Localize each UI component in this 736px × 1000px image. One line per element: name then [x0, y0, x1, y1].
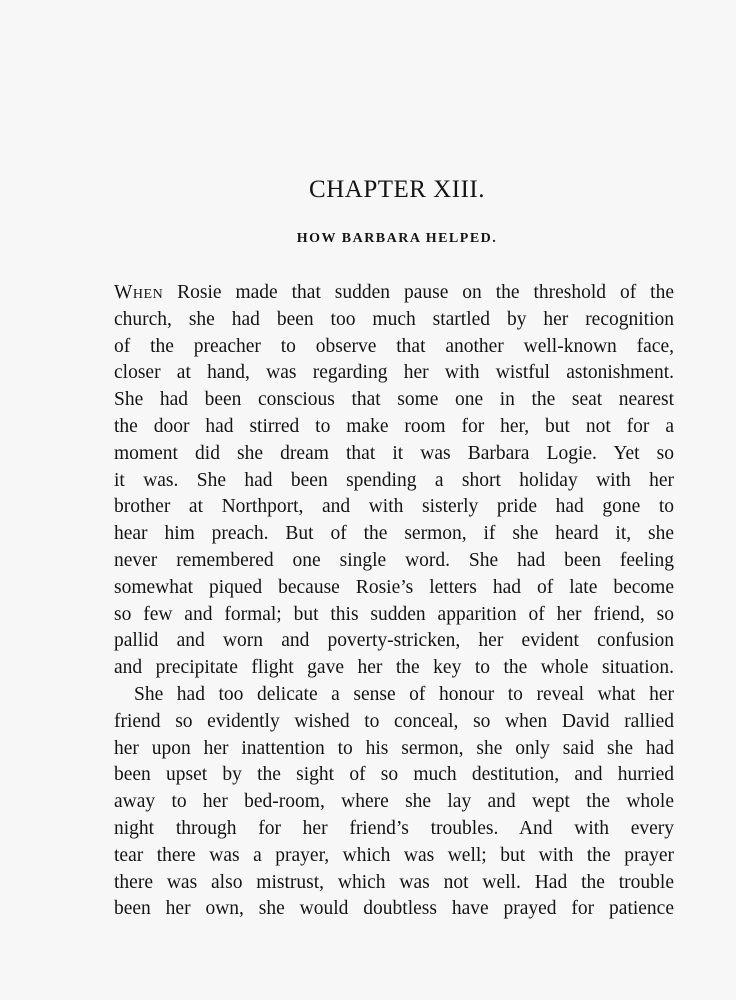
text-line: moment did she dream that it was Barbara Logie. Yet so [114, 442, 674, 464]
text-line: pallid and worn and poverty-stricken, her evident confusion [114, 630, 674, 652]
chapter-subtitle: HOW BARBARA HELPED. [296, 231, 498, 246]
text-line: hear him preach. But of the sermon, if she heard it, she [114, 523, 674, 545]
body-text [114, 280, 674, 923]
paragraph-1 [114, 280, 674, 682]
text-line: She had too delicate a sense of honour to reveal what her [134, 683, 674, 705]
text-line: tear there was a prayer, which was well; but with the prayer [114, 844, 674, 866]
chapter-title: CHAPTER XIII. [309, 176, 485, 203]
text-line: so few and formal; but this sudden apparition of her friend, so [114, 603, 674, 625]
text-line: When Rosie made that sudden pause on the threshold of the [114, 282, 674, 303]
lead-word: When [114, 282, 164, 303]
text-line: She had been conscious that some one in the seat nearest [114, 389, 674, 411]
text-line: closer at hand, was regarding her with wistful astonishment. [114, 362, 674, 384]
text-line: night through for her friend’s troubles. And with every [114, 817, 674, 839]
text-line: been upset by the sight of so much destitution, and hurried [114, 764, 674, 786]
text-line: her upon her inattention to his sermon, she only said she had [114, 737, 674, 759]
text-line: it was. She had been spending a short holiday with her [114, 469, 674, 491]
text-line: there was also mistrust, which was not well. Had the trouble [114, 871, 674, 893]
text-line: the door had stirred to make room for her, but not for a [114, 415, 674, 437]
text-line: never remembered one single word. She had been feeling [114, 549, 674, 571]
text-line: of the preacher to observe that another well-known face, [114, 335, 674, 357]
text-line: been her own, she would doubtless have prayed for patience [114, 898, 674, 920]
text-line: somewhat piqued because Rosie’s letters had of late become [114, 576, 674, 598]
text-line: brother at Northport, and with sisterly pride had gone to [114, 496, 674, 518]
text-line: away to her bed-room, where she lay and wept the whole [114, 791, 674, 813]
text-line: friend so evidently wished to conceal, so when David rallied [114, 710, 674, 732]
text-line: and precipitate flight gave her the key to the whole situation. [114, 657, 674, 679]
text-line: church, she had been too much startled by her recognition [114, 308, 674, 330]
paragraph-2 [114, 682, 674, 923]
